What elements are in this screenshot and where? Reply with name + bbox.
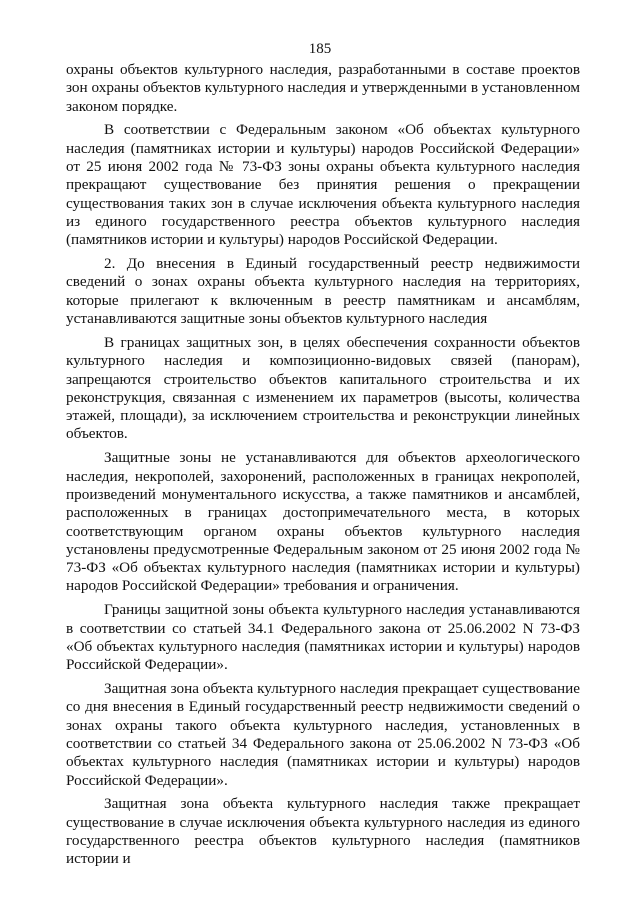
paragraph-zone-exceptions: Защитные зоны не устанавливаются для объектов археологического наследия, некрополей, захоронений, расположенных в границах некрополей, произведений монументального искусства, а также памятников и ансамблей, расположенных в границах достопримечательного места, в которых соответствующим органом охраны объектов культурного наследия установлены предусмотренные Федеральным законом от 25 июня 2002 года № 73-ФЗ «Об объектах культурного наследия (памятниках истории и культуры) народов Российской Федерации» требования и ограничения. [66,449,580,595]
page-number: 185 [308,41,332,57]
paragraph-item-2-protective-zones: 2. До внесения в Единый государственный реестр недвижимости сведений о зонах охраны объекта культурного наследия на территориях, которые прилегают к включенным в реестр памятникам и ансамблям, устанавливаются защитные зоны объектов культурного наследия [66,255,580,328]
paragraph-zone-termination: Защитная зона объекта культурного наследия прекращает существование со дня внесения в Единый государственный реестр недвижимости сведений о зонах охраны такого объекта культурного наследия, установленных в соответствии со статьей 34 Федерального закона от 25.06.2002 N 73-ФЗ «Об объектах культурного наследия (памятниках истории и культуры) народов Российской Федерации». [66,680,580,789]
paragraph-zone-termination-exclusion: Защитная зона объекта культурного наследия также прекращает существование в случае исключения объекта культурного наследия из единого государственного реестра объектов культурного наследия (памятников истории и [66,795,580,868]
paragraph-zone-boundaries: Границы защитной зоны объекта культурного наследия устанавливаются в соответствии со статьей 34.1 Федерального закона от 25.06.2002 N 73-ФЗ «Об объектах культурного наследия (памятниках истории и культуры) народов Российской Федерации». [66,601,580,674]
document-body [66,61,580,869]
paragraph-federal-law-reference: В соответствии с Федеральным законом «Об объектах культурного наследия (памятниках истории и культуры) народов Российской Федерации» от 25 июня 2002 года № 73-ФЗ зоны охраны объекта культурного наследия прекращают существование без принятия решения о прекращении существования таких зон в случае исключения объекта культурного наследия из единого государственного реестра объектов культурного наследия (памятников истории и культуры) народов Российской Федерации. [66,121,580,249]
paragraph-construction-restrictions: В границах защитных зон, в целях обеспечения сохранности объектов культурного наследия и композиционно-видовых связей (панорам), запрещаются строительство объектов капитального строительства и их реконструкция, связанная с изменением их параметров (высоты, количества этажей, площади), за исключением строительства и реконструкции линейных объектов. [66,333,580,443]
paragraph-continuation: охраны объектов культурного наследия, разработанными в составе проектов зон охраны объектов культурного наследия и утвержденными в установленном законом порядке. [66,61,580,115]
